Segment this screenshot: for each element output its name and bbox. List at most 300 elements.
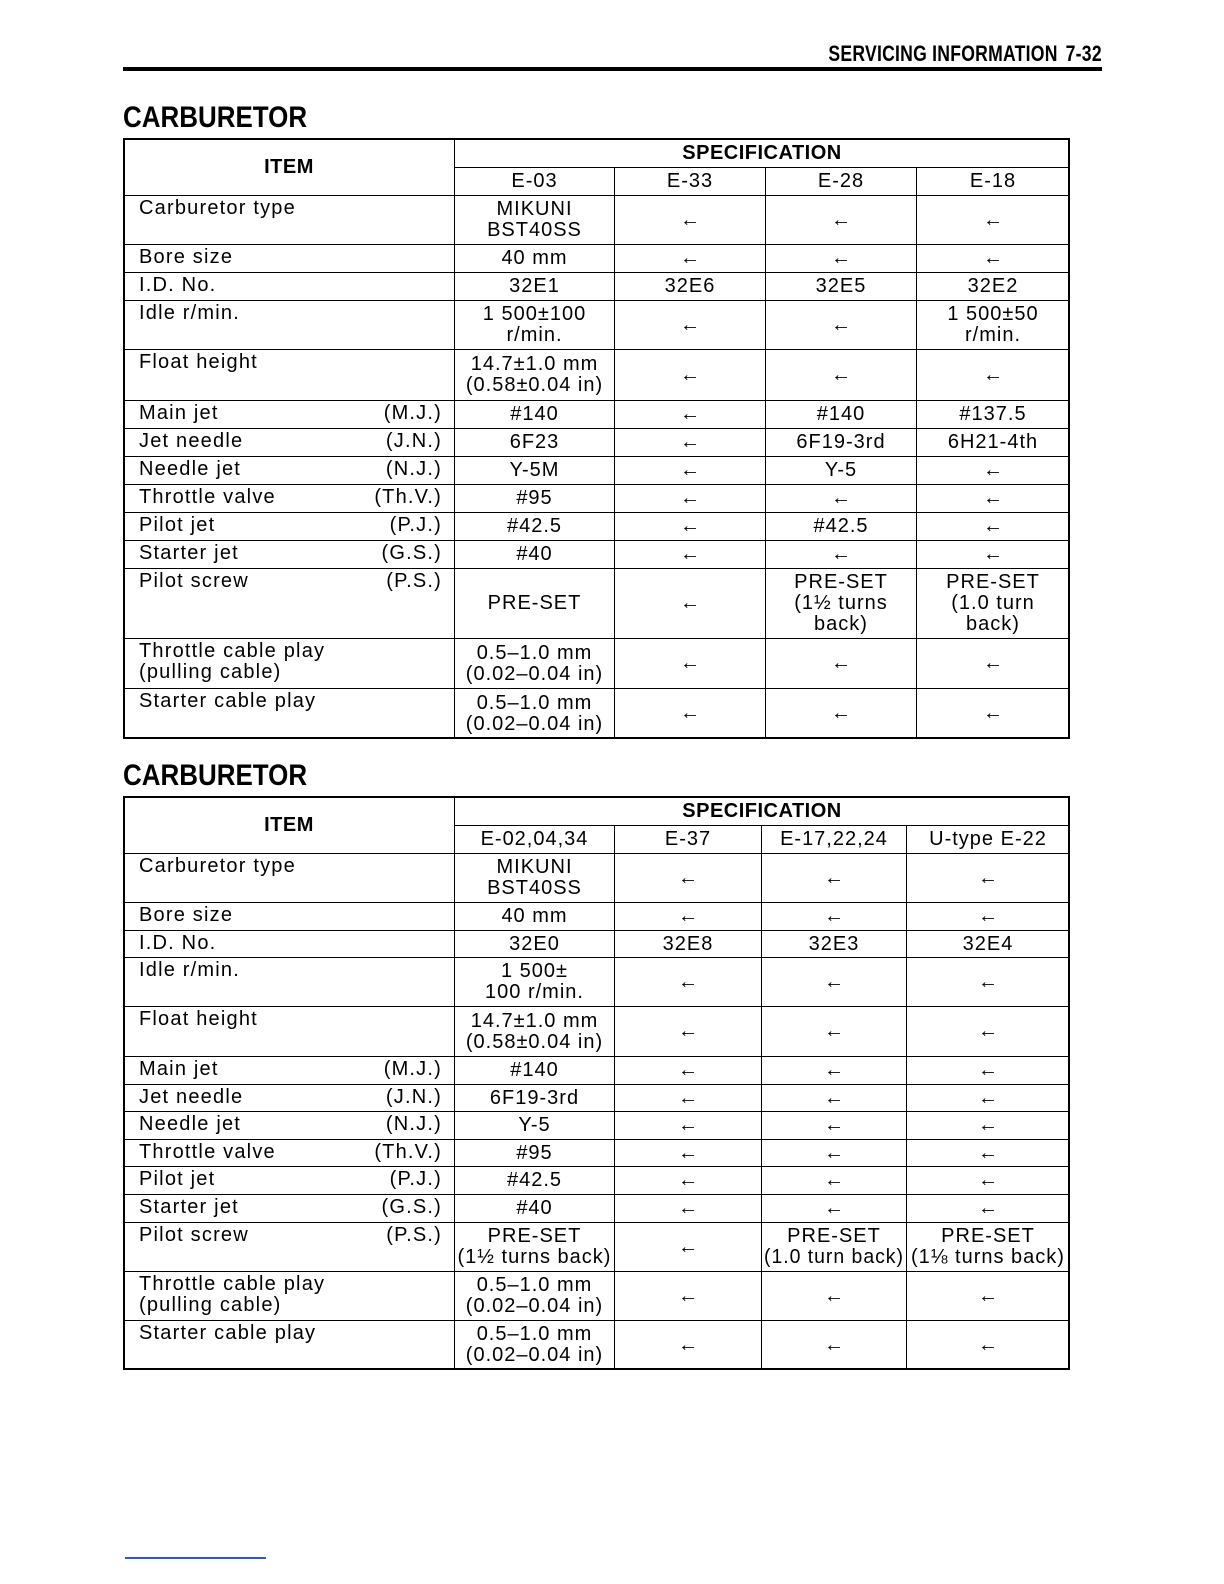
specification-header: [454, 138, 1070, 168]
same-as-left-arrow: ←: [824, 1141, 844, 1164]
same-as-left-arrow: ←: [831, 652, 851, 674]
spec-cell: [454, 456, 615, 485]
spec-value-line: 32E3: [808, 932, 860, 955]
spec-cell: [765, 688, 917, 739]
item-cell: [123, 930, 455, 958]
running-header: [829, 43, 1102, 65]
spec-value-line: 100 r/min.: [485, 981, 584, 1003]
same-as-left-arrow: ←: [680, 313, 700, 336]
spec-value-line: Y-5: [518, 1114, 551, 1136]
spec-cell: [454, 244, 615, 273]
same-as-left-arrow: ←: [831, 363, 851, 386]
spec-cell: [761, 1139, 907, 1167]
spec-value-line: #140: [816, 403, 866, 425]
spec-cell: [614, 244, 766, 273]
table-row: [123, 1111, 1070, 1140]
spec-value-line: 6F23: [509, 431, 560, 453]
column-header-cell: [454, 825, 615, 854]
same-as-left-arrow: ←: [680, 652, 700, 674]
table-header-row: [123, 796, 1070, 854]
table-row: [123, 1194, 1070, 1223]
item-cell: [123, 688, 455, 739]
spec-cell: [916, 638, 1070, 689]
item-abbreviation: (P.J.): [389, 1168, 442, 1190]
same-as-left-arrow: ←: [824, 1284, 844, 1307]
spec-cell: [454, 428, 615, 457]
spec-value-line: 6H21-4th: [947, 431, 1039, 453]
spec-value-line: PRE-SET: [487, 592, 582, 614]
spec-cell: [906, 930, 1070, 958]
item-cell: [123, 902, 455, 931]
spec-cell: [614, 456, 766, 485]
same-as-left-arrow: ←: [678, 1020, 698, 1042]
same-as-left-arrow: ←: [983, 487, 1003, 509]
item-cell: [123, 349, 455, 401]
item-column-header: [123, 796, 455, 854]
spec-value-line: (0.02–0.04 in): [465, 712, 604, 735]
spec-cell: [761, 1056, 907, 1085]
table-row: [123, 1084, 1070, 1112]
spec-cell: [614, 540, 766, 569]
table-row: [123, 930, 1070, 958]
same-as-left-arrow: ←: [983, 247, 1003, 269]
spec-value-line: 1 500±100: [482, 303, 587, 325]
spec-value-line: 0.5–1.0 mm: [476, 1323, 593, 1345]
item-header-label: ITEM: [264, 155, 314, 178]
spec-value-line: (1½ turns: [794, 592, 888, 614]
spec-cell: [454, 195, 615, 245]
spec-cell: [906, 1056, 1070, 1085]
item-label: Throttle valve: [139, 1141, 276, 1163]
spec-cell: [614, 1006, 762, 1057]
item-cell: [123, 512, 455, 541]
item-column-header: [123, 138, 455, 196]
table-row: [123, 428, 1070, 457]
spec-value-line: Y-5M: [509, 459, 560, 481]
item-label: Pilot screw: [139, 570, 249, 592]
item-label: Idle r/min.: [139, 959, 241, 981]
same-as-left-arrow: ←: [983, 515, 1003, 537]
same-as-left-arrow: ←: [831, 543, 851, 565]
column-header-label: E-37: [664, 828, 712, 850]
same-as-left-arrow: ←: [680, 363, 700, 386]
spec-cell: [614, 1166, 762, 1195]
spec-cell: [916, 512, 1070, 541]
spec-value-line: 14.7±1.0 mm: [470, 1009, 599, 1032]
item-label: Float height: [139, 1008, 258, 1030]
item-label: (pulling cable): [139, 1294, 282, 1316]
same-as-left-arrow: ←: [678, 1141, 698, 1164]
spec-value-line: 32E2: [967, 275, 1019, 297]
same-as-left-arrow: ←: [978, 1020, 998, 1042]
spec-cell: [765, 568, 917, 639]
item-cell: [123, 428, 455, 457]
spec-cell: [614, 1111, 762, 1140]
specification-header: [454, 796, 1070, 826]
table-header-row: [123, 138, 1070, 196]
spec-value-line: 40 mm: [501, 247, 568, 269]
spec-cell: [916, 484, 1070, 513]
item-cell: [123, 456, 455, 485]
table-row: [123, 400, 1070, 429]
same-as-left-arrow: ←: [824, 1020, 844, 1042]
same-as-left-arrow: ←: [824, 1333, 844, 1356]
same-as-left-arrow: ←: [680, 515, 700, 537]
same-as-left-arrow: ←: [680, 208, 700, 231]
same-as-left-arrow: ←: [678, 1197, 698, 1219]
spec-cell: [906, 1111, 1070, 1140]
item-label: Needle jet: [139, 458, 242, 480]
spec-value-line: (0.58±0.04 in): [465, 1030, 604, 1053]
same-as-left-arrow: ←: [824, 905, 844, 927]
spec-value-line: (0.02–0.04 in): [465, 1295, 604, 1317]
spec-cell: [454, 400, 615, 429]
spec-value-line: PRE-SET: [946, 571, 1040, 593]
table-row: [123, 349, 1070, 401]
item-abbreviation: (J.N.): [385, 430, 442, 452]
same-as-left-arrow: ←: [831, 313, 851, 336]
same-as-left-arrow: ←: [824, 970, 844, 993]
spec-cell: [454, 349, 615, 401]
spec-value-line: (0.58±0.04 in): [465, 374, 604, 396]
item-cell: [123, 568, 455, 639]
item-cell: [123, 1111, 455, 1140]
item-label: Bore size: [139, 904, 234, 926]
same-as-left-arrow: ←: [978, 1141, 998, 1164]
spec-value-line: MIKUNI: [496, 856, 573, 878]
spec-cell: [916, 568, 1070, 639]
spec-value-line: #140: [510, 1059, 559, 1081]
same-as-left-arrow: ←: [824, 1059, 844, 1081]
item-abbreviation: (J.N.): [385, 1086, 442, 1108]
item-label: Pilot jet: [139, 514, 216, 536]
spec-cell: [761, 902, 907, 931]
spec-value-line: BST40SS: [487, 877, 582, 899]
spec-cell: [761, 1271, 907, 1321]
spec-cell: [614, 1084, 762, 1112]
spec-cell: [906, 1006, 1070, 1057]
spec-value-line: r/min.: [965, 324, 1021, 346]
spec-cell: [765, 400, 917, 429]
same-as-left-arrow: ←: [678, 1086, 698, 1109]
spec-cell: [454, 1084, 615, 1112]
same-as-left-arrow: ←: [824, 866, 844, 889]
same-as-left-arrow: ←: [680, 403, 700, 425]
same-as-left-arrow: ←: [831, 208, 851, 231]
same-as-left-arrow: ←: [978, 1197, 998, 1219]
item-cell: [123, 1084, 455, 1112]
spec-value-line: #140: [510, 403, 559, 425]
item-label: Carburetor type: [139, 197, 296, 219]
item-label: Idle r/min.: [139, 302, 241, 324]
spec-cell: [761, 930, 907, 958]
spec-cell: [906, 1271, 1070, 1321]
item-cell: [123, 1166, 455, 1195]
column-header-cell: [454, 167, 615, 196]
item-label: Pilot jet: [139, 1168, 216, 1190]
spec-cell: [916, 349, 1070, 401]
spec-cell: [765, 456, 917, 485]
spec-cell: [454, 902, 615, 931]
item-abbreviation: (N.J.): [385, 1113, 442, 1135]
table-row: [123, 484, 1070, 513]
table-row: [123, 540, 1070, 569]
spec-value-line: #137.5: [959, 403, 1027, 425]
spec-cell: [761, 1084, 907, 1112]
spec-cell: [614, 930, 762, 958]
spec-cell: [916, 300, 1070, 350]
table-row: [123, 1271, 1070, 1321]
item-label: Starter jet: [139, 542, 239, 564]
column-header-label: E-03: [511, 170, 558, 192]
item-abbreviation: (Th.V.): [374, 486, 442, 508]
item-cell: [123, 1139, 455, 1167]
spec-cell: [614, 349, 766, 401]
item-abbreviation: (G.S.): [381, 542, 442, 564]
spec-value-line: 14.7±1.0 mm: [470, 353, 599, 375]
spec-cell: [765, 638, 917, 689]
same-as-left-arrow: ←: [678, 1284, 698, 1307]
spec-cell: [761, 1194, 907, 1223]
spec-cell: [614, 1271, 762, 1321]
column-header-cell: [916, 167, 1070, 196]
spec-value-line: BST40SS: [487, 219, 582, 241]
spec-cell: [454, 1271, 615, 1321]
same-as-left-arrow: ←: [824, 1197, 844, 1219]
item-cell: [123, 400, 455, 429]
carburetor-spec-table: [123, 138, 1070, 739]
specification-header-label: SPECIFICATION: [682, 141, 842, 164]
same-as-left-arrow: ←: [978, 1333, 998, 1356]
spec-cell: [761, 957, 907, 1007]
spec-cell: [765, 195, 917, 245]
item-cell: [123, 1056, 455, 1085]
item-label: Throttle cable play: [139, 1273, 326, 1295]
spec-cell: [906, 1084, 1070, 1112]
item-label: Throttle cable play: [139, 640, 326, 662]
spec-value-line: Y-5: [824, 459, 858, 481]
item-abbreviation: (P.S.): [386, 570, 442, 592]
spec-cell: [614, 484, 766, 513]
spec-value-line: 32E4: [962, 932, 1014, 955]
item-abbreviation: (M.J.): [383, 1058, 442, 1080]
table-row: [123, 244, 1070, 273]
column-header-cell: [614, 167, 766, 196]
same-as-left-arrow: ←: [678, 1169, 698, 1191]
spec-cell: [614, 1139, 762, 1167]
item-cell: [123, 1194, 455, 1223]
spec-value-line: (1½ turns back): [457, 1246, 612, 1268]
spec-value-line: 32E6: [664, 275, 716, 297]
table-row: [123, 1222, 1070, 1272]
spec-value-line: (1.0 turn back): [764, 1246, 904, 1268]
spec-cell: [765, 512, 917, 541]
same-as-left-arrow: ←: [983, 208, 1003, 231]
item-cell: [123, 957, 455, 1007]
same-as-left-arrow: ←: [978, 1114, 998, 1136]
same-as-left-arrow: ←: [978, 866, 998, 889]
same-as-left-arrow: ←: [680, 702, 700, 724]
spec-cell: [906, 902, 1070, 931]
spec-cell: [454, 688, 615, 739]
column-header-label: E-28: [817, 170, 865, 192]
spec-cell: [454, 1222, 615, 1272]
spec-cell: [454, 1056, 615, 1085]
spec-cell: [614, 400, 766, 429]
same-as-left-arrow: ←: [680, 247, 700, 269]
spec-value-line: 32E5: [815, 275, 867, 297]
same-as-left-arrow: ←: [680, 543, 700, 565]
same-as-left-arrow: ←: [824, 1114, 844, 1136]
same-as-left-arrow: ←: [978, 905, 998, 927]
same-as-left-arrow: ←: [678, 970, 698, 993]
spec-value-line: back): [966, 613, 1020, 635]
spec-cell: [614, 428, 766, 457]
item-label: Float height: [139, 351, 258, 373]
spec-cell: [765, 484, 917, 513]
spec-cell: [765, 540, 917, 569]
same-as-left-arrow: ←: [831, 487, 851, 509]
column-header-label: E-02,04,34: [480, 828, 589, 850]
same-as-left-arrow: ←: [678, 1114, 698, 1136]
spec-cell: [761, 1320, 907, 1370]
same-as-left-arrow: ←: [978, 1059, 998, 1081]
same-as-left-arrow: ←: [678, 1235, 698, 1258]
spec-cell: [906, 1166, 1070, 1195]
spec-cell: [454, 1194, 615, 1223]
same-as-left-arrow: ←: [831, 702, 851, 724]
spec-value-line: #42.5: [813, 515, 869, 537]
table-row: [123, 1056, 1070, 1085]
spec-cell: [454, 1139, 615, 1167]
spec-value-line: 32E8: [662, 932, 714, 955]
spec-value-line: 6F19-3rd: [796, 431, 886, 453]
item-cell: [123, 638, 455, 689]
table-row: [123, 300, 1070, 350]
same-as-left-arrow: ←: [978, 970, 998, 993]
table-row: [123, 272, 1070, 301]
spec-cell: [761, 1166, 907, 1195]
spec-value-line: #42.5: [506, 515, 563, 537]
spec-value-line: 1 500±: [500, 960, 569, 982]
spec-cell: [906, 1320, 1070, 1370]
spec-value-line: (1⅛ turns back): [911, 1246, 1065, 1268]
item-label: Jet needle: [139, 1086, 244, 1108]
item-label: Main jet: [139, 402, 219, 424]
spec-cell: [454, 1006, 615, 1057]
item-label: Starter cable play: [139, 690, 317, 712]
carburetor-spec-table: [123, 796, 1070, 1370]
spec-value-line: #95: [516, 1141, 553, 1164]
item-label: Pilot screw: [139, 1224, 249, 1246]
item-cell: [123, 1271, 455, 1321]
spec-value-line: (0.02–0.04 in): [465, 662, 604, 685]
spec-cell: [614, 1194, 762, 1223]
page-number: 7-32: [1065, 41, 1102, 66]
spec-cell: [916, 688, 1070, 739]
section-name: SERVICING INFORMATION: [828, 41, 1058, 66]
table-row: [123, 1166, 1070, 1195]
spec-cell: [765, 244, 917, 273]
spec-cell: [916, 456, 1070, 485]
same-as-left-arrow: ←: [831, 247, 851, 269]
spec-cell: [765, 272, 917, 301]
table-row: [123, 1006, 1070, 1057]
carburetor-spec-section: [123, 761, 1070, 1401]
spec-value-line: 0.5–1.0 mm: [476, 641, 593, 664]
item-label: Throttle valve: [139, 486, 276, 508]
same-as-left-arrow: ←: [824, 1086, 844, 1109]
table-row: [123, 1320, 1070, 1370]
item-label: I.D. No.: [139, 274, 217, 296]
spec-value-line: #40: [516, 543, 553, 565]
spec-cell: [454, 853, 615, 903]
spec-cell: [454, 540, 615, 569]
section-heading: CARBURETOR: [123, 759, 308, 792]
spec-cell: [906, 1194, 1070, 1223]
spec-value-line: 32E1: [509, 275, 560, 297]
spec-cell: [614, 688, 766, 739]
same-as-left-arrow: ←: [678, 905, 698, 927]
same-as-left-arrow: ←: [983, 652, 1003, 674]
table-row: [123, 638, 1070, 689]
table-row: [123, 688, 1070, 739]
spec-cell: [614, 568, 766, 639]
same-as-left-arrow: ←: [678, 1059, 698, 1081]
item-cell: [123, 484, 455, 513]
column-header-label: U-type E-22: [929, 828, 1047, 850]
same-as-left-arrow: ←: [680, 459, 700, 481]
spec-cell: [614, 1222, 762, 1272]
table-row: [123, 853, 1070, 903]
spec-value-line: 0.5–1.0 mm: [476, 691, 593, 714]
spec-cell: [614, 957, 762, 1007]
spec-cell: [454, 272, 615, 301]
spec-cell: [614, 1056, 762, 1085]
header-rule: [123, 67, 1102, 71]
specification-header-label: SPECIFICATION: [682, 799, 842, 822]
same-as-left-arrow: ←: [978, 1086, 998, 1109]
spec-value-line: #40: [516, 1197, 553, 1219]
spec-cell: [765, 349, 917, 401]
item-label: Jet needle: [139, 430, 244, 452]
spec-cell: [614, 638, 766, 689]
spec-cell: [761, 1006, 907, 1057]
item-cell: [123, 1320, 455, 1370]
item-label: (pulling cable): [139, 661, 282, 683]
item-abbreviation: (N.J.): [385, 458, 442, 480]
spec-value-line: MIKUNI: [496, 198, 573, 220]
spec-cell: [906, 853, 1070, 903]
spec-cell: [614, 1320, 762, 1370]
spec-value-line: #95: [516, 487, 553, 509]
spec-cell: [614, 853, 762, 903]
item-abbreviation: (P.J.): [389, 514, 442, 536]
spec-cell: [761, 853, 907, 903]
same-as-left-arrow: ←: [680, 487, 700, 509]
table-row: [123, 512, 1070, 541]
item-cell: [123, 1222, 455, 1272]
column-header-cell: [906, 825, 1070, 854]
spec-value-line: #42.5: [506, 1169, 563, 1191]
same-as-left-arrow: ←: [978, 1284, 998, 1307]
spec-cell: [916, 540, 1070, 569]
carburetor-spec-section: [123, 103, 1070, 743]
column-header-label: E-18: [969, 170, 1017, 192]
spec-cell: [454, 1111, 615, 1140]
same-as-left-arrow: ←: [680, 431, 700, 453]
spec-value-line: PRE-SET: [787, 1225, 881, 1247]
